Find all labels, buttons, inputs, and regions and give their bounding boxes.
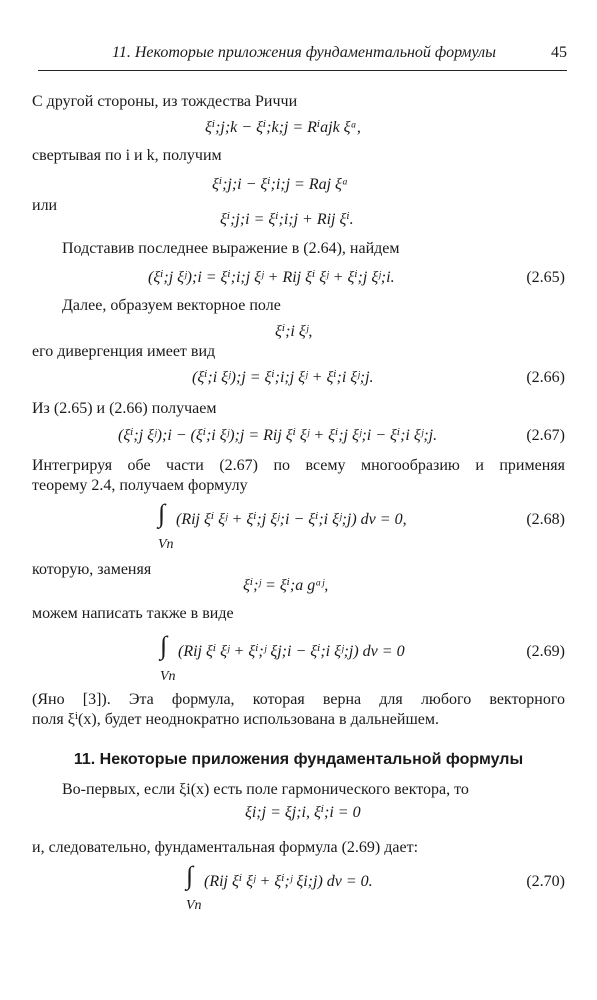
section-heading: 11. Некоторые приложения фундаментальной формулы: [73, 751, 524, 768]
integral-domain: Vn: [158, 537, 174, 552]
equation: ξⁱ;j;k − ξⁱ;k;j = Rⁱajk ξᵃ,: [205, 119, 361, 136]
running-header-title: 11. Некоторые приложения фундаментальной формулы: [112, 44, 496, 61]
equation: (ξⁱ;j ξʲ);i = ξⁱ;i;j ξʲ + Rij ξⁱ ξʲ + ξⁱ;j ξʲ;i.: [148, 269, 395, 286]
equation: (ξⁱ;i ξʲ);j = ξⁱ;i;j ξʲ + ξⁱ;i ξʲ;j.: [192, 369, 374, 386]
text-line: Подставив последнее выражение в (2.64), найдем: [62, 240, 400, 257]
integral-sign: ∫: [160, 631, 168, 660]
text-line: свертывая по i и k, получим: [32, 147, 222, 164]
text-line: Во-первых, если ξi(x) есть поле гармонического вектора, то: [62, 781, 469, 798]
text-line: и, следовательно, фундаментальная формула (2.69) дает:: [32, 839, 419, 856]
text-line: Далее, образуем векторное поле: [62, 297, 281, 314]
text-line: (Яно [3]). Эта формула, которая верна для любого векторного: [32, 691, 565, 708]
text-line: или: [32, 197, 58, 214]
equation-number: (2.66): [526, 369, 565, 386]
integral-domain: Vn: [160, 669, 176, 684]
text-line: можем написать также в виде: [32, 605, 234, 622]
text-line: Интегрируя обе части (2.67) по всему многообразию и применяя: [32, 457, 565, 474]
equation: (Rij ξⁱ ξʲ + ξⁱ;ʲ ξj;i − ξⁱ;i ξʲ;j) dv = 0: [178, 643, 405, 660]
running-header: [40, 42, 567, 66]
equation-number: (2.67): [526, 427, 565, 444]
header-rule: [38, 70, 567, 71]
equation: ξⁱ;ʲ = ξⁱ;a gᵃʲ,: [243, 577, 329, 594]
equation-number: (2.68): [526, 511, 565, 528]
text-line: которую, заменяя: [32, 561, 152, 578]
integral-sign: ∫: [186, 861, 194, 890]
integral-sign: ∫: [158, 499, 166, 528]
text-line: С другой стороны, из тождества Риччи: [32, 93, 298, 110]
text-line: теорему 2.4, получаем формулу: [32, 477, 248, 494]
equation: ξi;j = ξj;i, ξⁱ;i = 0: [245, 804, 361, 821]
text-line: Из (2.65) и (2.66) получаем: [32, 400, 217, 417]
equation-number: (2.70): [526, 873, 565, 890]
equation: (Rij ξⁱ ξʲ + ξⁱ;j ξʲ;i − ξⁱ;i ξʲ;j) dv = 0,: [176, 511, 407, 528]
equation: ξⁱ;j;i = ξⁱ;i;j + Rij ξⁱ.: [220, 211, 354, 228]
equation: (Rij ξⁱ ξʲ + ξⁱ;ʲ ξi;j) dv = 0.: [204, 873, 373, 890]
equation-number: (2.65): [526, 269, 565, 286]
integral-domain: Vn: [186, 898, 202, 913]
text-line: поля ξⁱ(x), будет неоднократно использована в дальнейшем.: [32, 711, 440, 728]
equation: ξⁱ;j;i − ξⁱ;i;j = Raj ξᵃ: [212, 176, 349, 193]
page-number: 45: [551, 44, 567, 61]
equation: (ξⁱ;j ξʲ);i − (ξⁱ;i ξʲ);j = Rij ξⁱ ξʲ + ξⁱ;j ξʲ;i − ξⁱ;i ξʲ;j.: [118, 427, 438, 444]
equation: ξⁱ;i ξʲ,: [275, 323, 313, 340]
equation-number: (2.69): [526, 643, 565, 660]
text-line: его дивергенция имеет вид: [32, 343, 216, 360]
